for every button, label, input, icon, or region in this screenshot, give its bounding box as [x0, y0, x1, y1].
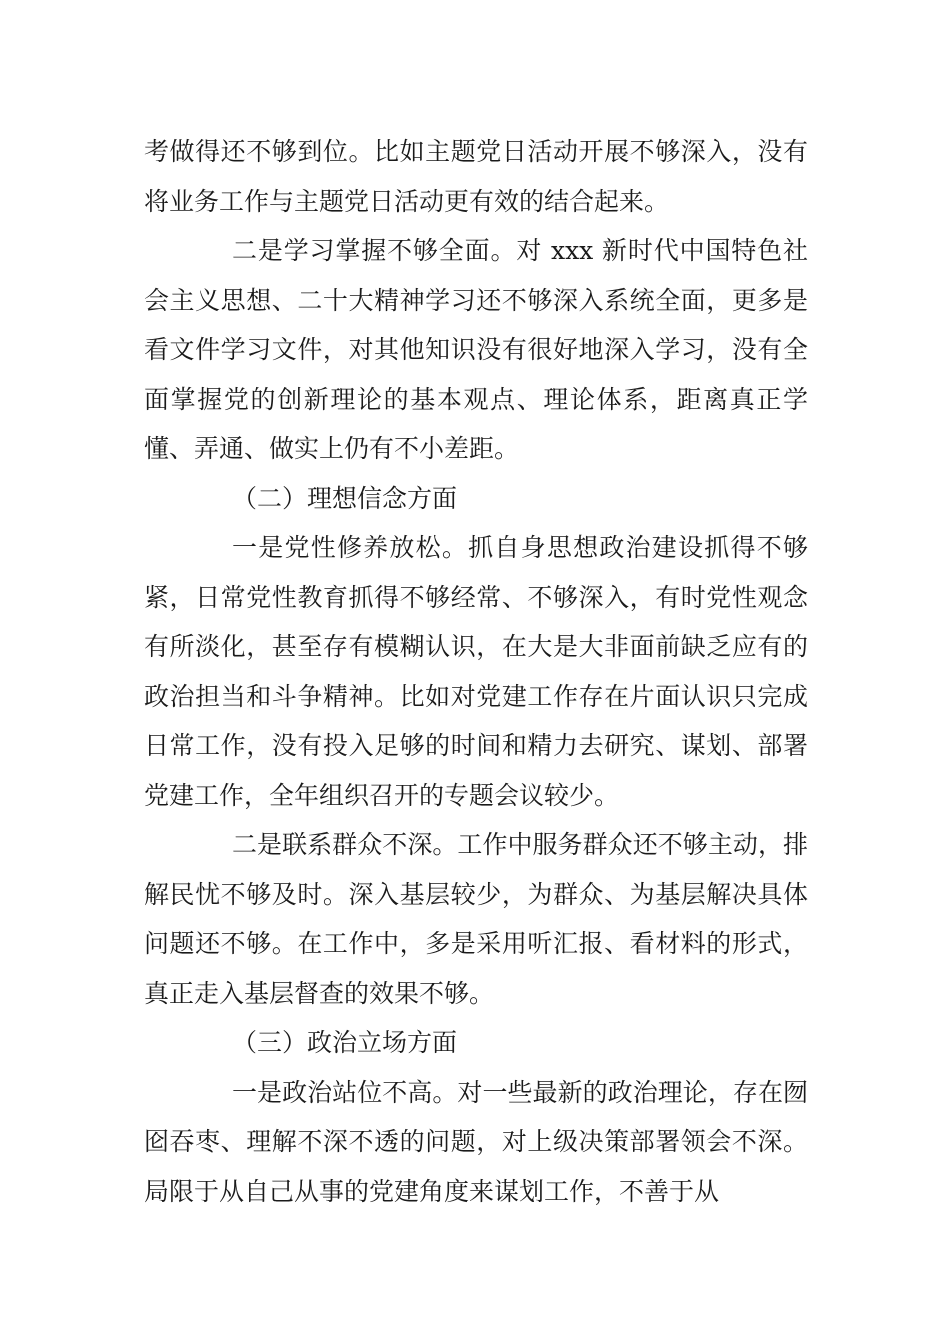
paragraph-party-cultivation: 一是党性修养放松。抓自身思想政治建设抓得不够紧，日常党性教育抓得不够经常、不够深入，有时党性观念有所淡化，甚至存有模糊认识，在大是大非面前缺乏应有的政治担当和斗争精神。比如对党建工作存在片面认识只完成日常工作，没有投入足够的时间和精力去研究、谋划、部署党建工作，全年组织召开的专题会议较少。	[144, 533, 808, 810]
section-heading-political-stance: （三）政治立场方面	[232, 1028, 458, 1057]
section-heading-ideals-beliefs: （二）理想信念方面	[232, 483, 458, 513]
document-page	[144, 127, 808, 1216]
paragraph-political-position: 一是政治站位不高。对一些最新的政治理论，存在囫囵吞枣、理解不深不透的问题，对上级决策部署领会不深。局限于从自己从事的党建角度来谋划工作，不善于从	[144, 1077, 808, 1206]
paragraph-contact-masses: 二是联系群众不深。工作中服务群众还不够主动，排解民忧不够及时。深入基层较少，为群众、为基层解决具体问题还不够。在工作中，多是采用听汇报、看材料的形式，真正走入基层督查的效果不够。	[144, 830, 808, 1008]
paragraph-continuation: 考做得还不够到位。比如主题党日活动开展不够深入，没有将业务工作与主题党日活动更有效的结合起来。	[144, 137, 808, 216]
paragraph-study-mastery: 二是学习掌握不够全面。对 xxx 新时代中国特色社会主义思想、二十大精神学习还不够深入系统全面，更多是看文件学习文件，对其他知识没有很好地深入学习，没有全面掌握党的创新理论的基本观点、理论体系，距离真正学懂、弄通、做实上仍有不小差距。	[144, 236, 808, 463]
